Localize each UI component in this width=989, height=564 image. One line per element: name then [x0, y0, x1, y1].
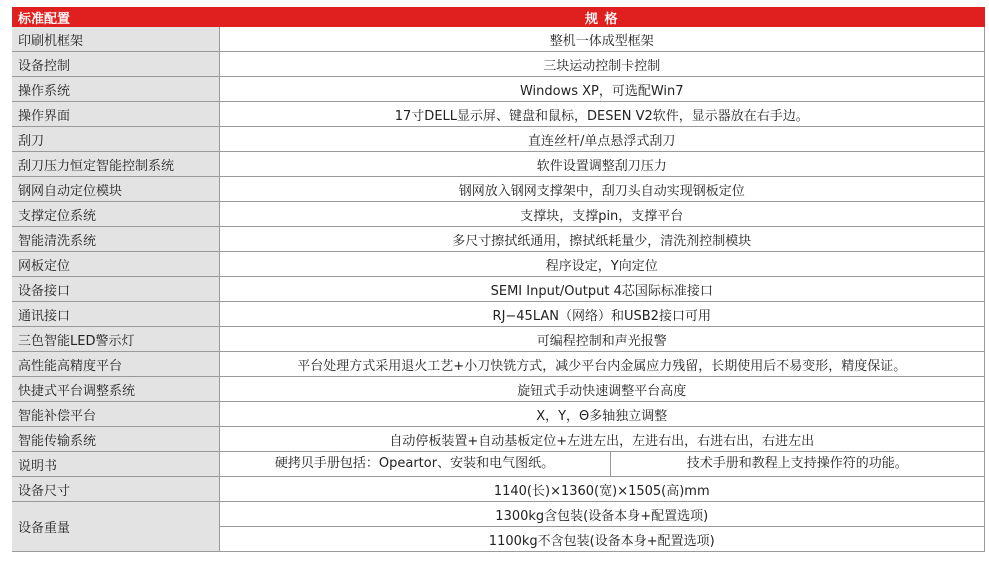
weight-without-package: 1100kg不含包装(设备本身+配置选项) — [219, 527, 985, 552]
row-label: 通讯接口 — [12, 302, 219, 327]
table-row — [12, 127, 985, 152]
row-label: 高性能高精度平台 — [12, 352, 219, 377]
row-label: 说明书 — [12, 452, 219, 477]
table-row — [12, 252, 985, 277]
row-label: 刮刀 — [12, 127, 219, 152]
table-row — [12, 327, 985, 352]
row-value: X，Y，Θ多轴独立调整 — [219, 402, 985, 427]
row-label: 设备接口 — [12, 277, 219, 302]
row-label: 印刷机框架 — [12, 27, 219, 52]
row-label: 刮刀压力恒定智能控制系统 — [12, 152, 219, 177]
table-row — [12, 302, 985, 327]
table-row — [12, 152, 985, 177]
row-value: 三块运动控制卡控制 — [219, 52, 985, 77]
table-row-manual — [12, 452, 985, 477]
row-value: 直连丝杆/单点悬浮式刮刀 — [219, 127, 985, 152]
row-label: 钢网自动定位模块 — [12, 177, 219, 202]
table-row — [12, 177, 985, 202]
row-label: 三色智能LED警示灯 — [12, 327, 219, 352]
row-value: 平台处理方式采用退火工艺+小刀快铣方式，减少平台内金属应力残留，长期使用后不易变形，精度保证。 — [219, 352, 985, 377]
row-label: 智能补偿平台 — [12, 402, 219, 427]
table-row-size — [12, 477, 985, 502]
row-value: SEMI Input/Output 4芯国际标准接口 — [219, 277, 985, 302]
table-row — [12, 77, 985, 102]
row-label: 操作系统 — [12, 77, 219, 102]
row-value: RJ−45LAN（网络）和USB2接口可用 — [219, 302, 985, 327]
table-row — [12, 352, 985, 377]
header-row — [12, 7, 985, 27]
row-value: 自动停板装置+自动基板定位+左进左出，左进右出，右进右出，右进左出 — [219, 427, 985, 452]
row-value: 程序设定，Y向定位 — [219, 252, 985, 277]
table-row — [12, 27, 985, 52]
row-value: Windows XP，可选配Win7 — [219, 77, 985, 102]
row-label: 设备重量 — [12, 502, 219, 552]
row-value: 整机一体成型框架 — [219, 27, 985, 52]
row-label: 操作界面 — [12, 102, 219, 127]
table-row — [12, 102, 985, 127]
row-label: 设备尺寸 — [12, 477, 219, 502]
row-value: 软件设置调整刮刀压力 — [219, 152, 985, 177]
table-row — [12, 277, 985, 302]
row-label: 智能清洗系统 — [12, 227, 219, 252]
row-value: 钢网放入钢网支撑架中，刮刀头自动实现钢板定位 — [219, 177, 985, 202]
manual-technical: 技术手册和教程上支持操作符的功能。 — [686, 456, 908, 471]
manual-value — [219, 452, 985, 477]
spec-table — [12, 7, 985, 552]
row-label: 设备控制 — [12, 52, 219, 77]
table-row — [12, 52, 985, 77]
table-row — [12, 402, 985, 427]
row-label: 快捷式平台调整系统 — [12, 377, 219, 402]
row-value: 1140(长)×1360(宽)×1505(高)mm — [219, 477, 985, 502]
row-value: 支撑块，支撑pin，支撑平台 — [219, 202, 985, 227]
table-row — [12, 377, 985, 402]
row-label: 网板定位 — [12, 252, 219, 277]
row-value: 可编程控制和声光报警 — [219, 327, 985, 352]
row-value: 17寸DELL显示屏、键盘和鼠标，DESEN V2软件，显示器放在右手边。 — [219, 102, 985, 127]
manual-hardcopy: 硬拷贝手册包括：Opeartor、安装和电气图纸。 — [220, 452, 611, 476]
header-standard-config: 标准配置 — [12, 7, 219, 27]
table-row — [12, 202, 985, 227]
row-label: 智能传输系统 — [12, 427, 219, 452]
table-row — [12, 427, 985, 452]
table-row — [12, 227, 985, 252]
row-label: 支撑定位系统 — [12, 202, 219, 227]
row-value: 多尺寸擦拭纸通用，擦拭纸耗量少，清洗剂控制模块 — [219, 227, 985, 252]
table-row-weight — [12, 502, 985, 527]
header-spec: 规 格 — [219, 7, 985, 27]
row-value: 旋钮式手动快速调整平台高度 — [219, 377, 985, 402]
weight-with-package: 1300kg含包装(设备本身+配置选项) — [219, 502, 985, 527]
